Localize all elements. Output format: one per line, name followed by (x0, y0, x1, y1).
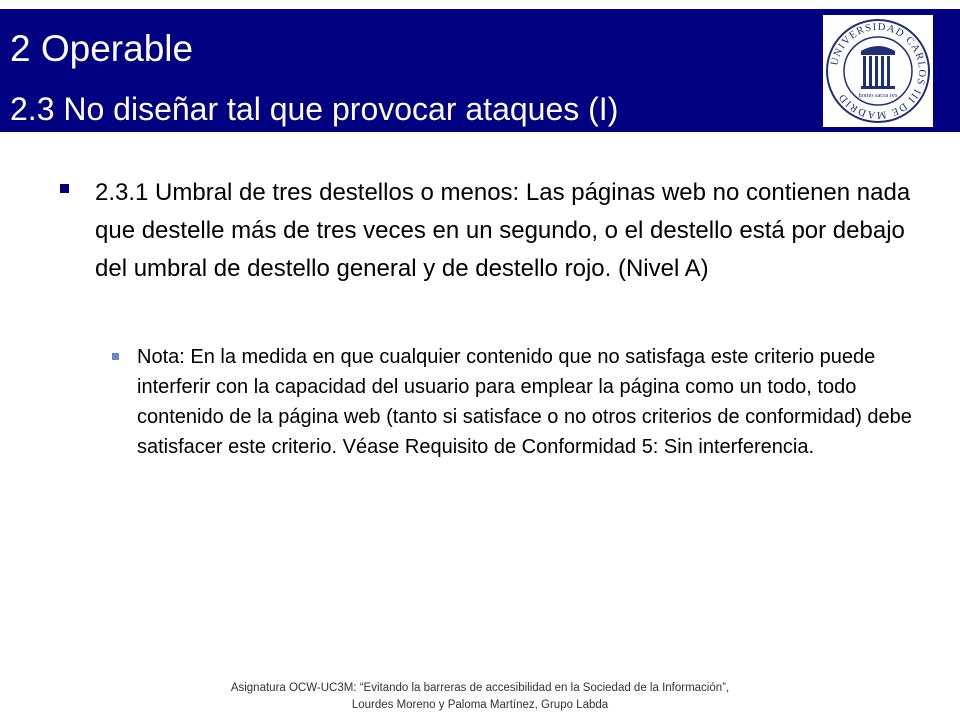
slide-header (0, 9, 960, 132)
bullet-item-level1: 2.3.1 Umbral de tres destellos o menos: Las páginas web no contienen nada que destelle más de tres veces en un segundo, o el destello está por debajo del umbral de destello general y de destello rojo. (Nivel A) (95, 179, 911, 282)
slide-footer (0, 680, 960, 714)
seal-text: UNIVERSIDAD CARLOS III DE MADRID (829, 21, 928, 121)
footer-course-line: Asignatura OCW-UC3M: “Evitando la barreras de accesibilidad en la Sociedad de la Información”, (230, 682, 730, 694)
seal-motto: homo sacra res (858, 92, 898, 99)
bullet-item-level2: Nota: En la medida en que cualquier contenido que no satisfaga este criterio puede interferir con la capacidad del usuario para emplear la página como un todo, todo contenido de la página web (tanto si satisface o no otros criterios de conformidad) debe satisfacer este criterio. Véase Requisito de Conformidad 5: Sin interferencia. (137, 346, 912, 458)
university-logo (823, 15, 933, 127)
bullet-marker-level1 (60, 184, 69, 193)
bullet-marker-level2 (112, 353, 119, 360)
slide-subtitle: 2.3 No diseñar tal que provocar ataques (I) (10, 91, 619, 127)
university-seal-icon (823, 15, 933, 127)
footer-authors-line: Lourdes Moreno y Paloma Martínez, Grupo Labda (351, 699, 609, 711)
slide-title: 2 Operable (10, 28, 194, 69)
